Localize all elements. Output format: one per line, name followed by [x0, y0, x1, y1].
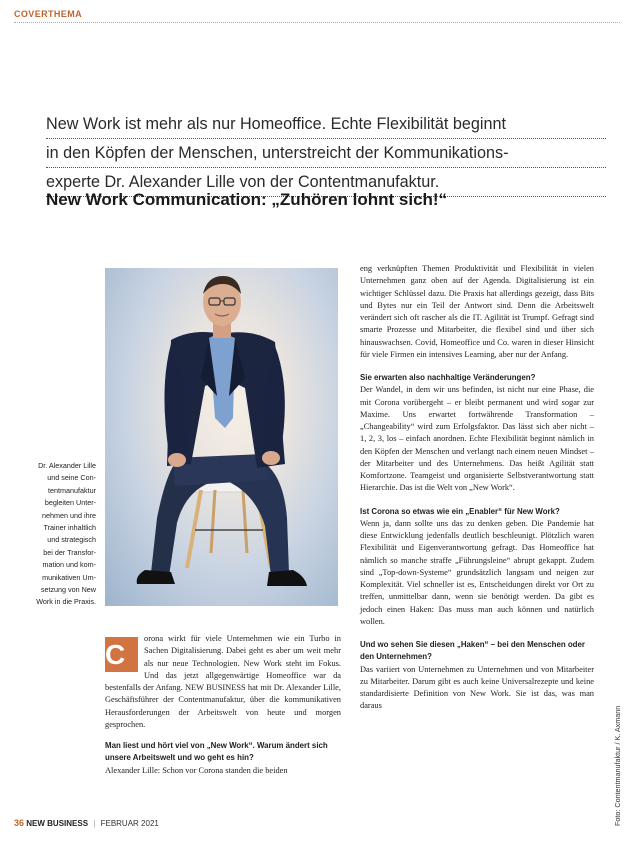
caption-line: setzung von New	[40, 585, 96, 595]
caption-line: Trainer inhaltlich	[43, 523, 96, 533]
caption-line: nehmen und ihre	[42, 510, 96, 520]
interview-question: Ist Corona so etwas wie ein „Enabler“ für New Work?	[360, 506, 560, 516]
lead-paragraph	[105, 633, 341, 731]
interview-answer: Das variiert von Unternehmen zu Unternehmen und von Mitarbeiter zu Mitarbeiter. Darum gibt es auch keine Universalrezepte und keine standardisierte Definition von New Work. Sie ist das, was man daraus	[360, 664, 594, 711]
interview-answer: eng verknüpften Themen Produktivität und Flexibilität in vielen Unternehmen ganz oben auf der Agenda. Digitalisierung ist ein wichtiger Schlüssel dazu. Die Praxis hat allerdings gezeigt, dass Bits und Bytes nur ein Teil der Antwort sind. Denn die Arbeitswelt verändert sich oft rascher als die IT. Agilität ist Trumpf. Gefragt sind smarte Prozesse und Mitarbeiter, die flexibel sind und über sich hinauswachsen. Covid, Homeoffice und Co. waren in dieser Hinsicht für viele Firmen ein intensives Learning, aber nur der Anfang.	[360, 264, 594, 359]
issue-date: FEBRUAR 2021	[100, 819, 159, 828]
drop-cap: C	[105, 637, 138, 672]
caption-line: und strategisch	[47, 535, 96, 545]
article-headline: New Work Communication: „Zuhören lohnt sich!“	[46, 190, 448, 209]
interview-answer: Alexander Lille: Schon vor Corona standen die beiden	[105, 765, 288, 775]
interview-question: Sie erwarten also nachhaltige Veränderungen?	[360, 373, 536, 382]
magazine-name: NEW BUSINESS	[26, 819, 89, 828]
interview-question: Man liest und hört viel von „New Work“. Warum ändert sich unsere Arbeitswelt und wo geht es hin?	[105, 741, 328, 763]
left-column	[105, 633, 341, 777]
portrait-photo	[105, 268, 338, 606]
page-number: 36	[14, 818, 25, 828]
intro-text	[46, 110, 606, 197]
lead-text: orona wirkt für viele Unternehmen wie ein Turbo in Sachen Digitalisierung. Dabei geht es aber um weit mehr als nur neue Technologien. New Work steht im Fokus. Und das jetzt allgegenwärtige Homeoffice war da bestenfalls der Anfang. NEW BUSINESS hat mit Dr. Alexander Lille, Geschäftsführer der Contentmanufaktur, über die kommunikativen Herausforderungen der Arbeitswelt von heute und morgen gesprochen.	[105, 634, 341, 729]
photo-credit: Foto: Contentmanufaktur / K. Axmann	[613, 705, 622, 826]
caption-line: bei der Transfor-	[43, 547, 96, 557]
photo-caption	[10, 460, 96, 609]
caption-line: Dr. Alexander Lille	[38, 461, 96, 470]
caption-line: munikativen Um-	[42, 572, 96, 582]
page-footer	[14, 818, 159, 828]
right-column	[360, 263, 594, 713]
caption-line: mation und kom-	[42, 560, 96, 570]
interview-answer: Der Wandel, in dem wir uns befinden, ist nicht nur eine Phase, die mit Corona vorübergeht – er bleibt permanent und wird sogar zur Maxime. Uns erwartet fortwährende Transformation – „Changeability“ wird zum Erfolgsfaktor. Das lässt sich aber nicht – 1, 2, 3, los – einfach anordnen. Echte Flexibilität beginnt nämlich in den Köpfen der Menschen und verlangt nach einem neuen Mindset – der Mitarbeiter und des Unternehmens. Das heißt Agilität statt Komfortzone. Teamgeist und organisierte Selbstverantwortung statt Hierarchie. Das ist die Welt von „New Work“.	[360, 385, 594, 493]
intro-line: New Work ist mehr als nur Homeoffice. Echte Flexibilität beginnt	[46, 110, 606, 139]
interview-question: Und wo sehen Sie diesen „Haken“ – bei den Menschen oder den Unternehmen?	[360, 640, 585, 662]
caption-line: begleiten Unter-	[44, 498, 96, 508]
caption-line: Work in die Praxis.	[36, 597, 96, 607]
caption-line: tentmanufaktur	[48, 485, 96, 495]
caption-line: und seine Con-	[47, 473, 96, 483]
section-divider	[14, 22, 620, 23]
intro-line: in den Köpfen der Menschen, unterstreicht der Kommunikations-	[46, 139, 606, 168]
section-label: COVERTHEMA	[14, 9, 83, 19]
portrait-illustration	[105, 268, 338, 606]
interview-answer: Wenn ja, dann sollte uns das zu denken geben. Die Pandemie hat diese Entwicklung jedenfalls deutlich beschleunigt. Plötzlich waren Flexibilität und Eigenverantwortung gefragt. Das Homeoffice hat nämlich so manche straffe „Führungsleine“ abrupt gekappt. Zudem sind „Top-down-Systeme“ grundsätzlich langsam und neigen zur Komplexität. Viel schneller ist es, Entscheidungen direkt vor Ort zu treffen, unmittelbar dann, wenn sie benötigt werden. Da gibt es jedoch einen Haken: Das muss man auch können und natürlich wollen.	[360, 518, 594, 626]
intro-line: experte Dr. Alexander Lille von der Contentmanufaktur.	[46, 168, 606, 197]
footer-separator: |	[93, 819, 96, 828]
